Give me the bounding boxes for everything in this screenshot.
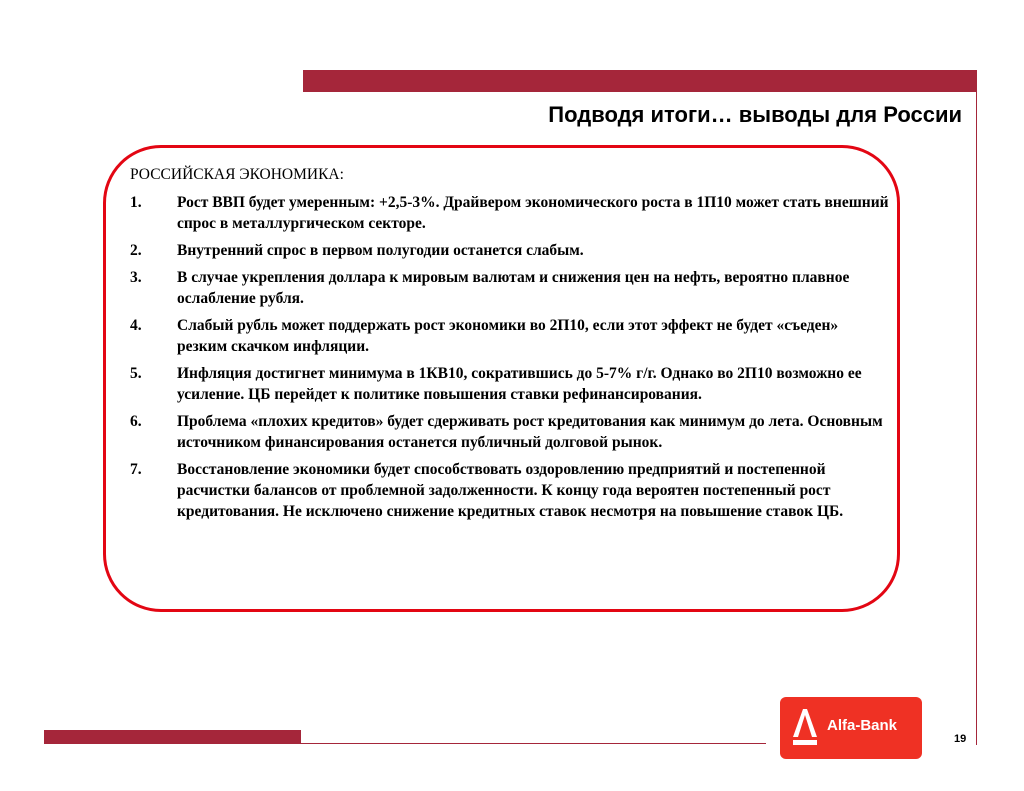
item-text: Проблема «плохих кредитов» будет сдерживать рост кредитования как минимум до лета. Основным источником финансирования останется публичный долговой рынок. [177, 413, 883, 451]
logo-text: Alfa-Bank [827, 717, 898, 734]
item-number: 4. [130, 317, 142, 334]
content-area [130, 164, 890, 528]
conclusions-list [130, 192, 890, 522]
section-heading: РОССИЙСКАЯ ЭКОНОМИКА: [130, 166, 344, 183]
list-item [130, 411, 890, 453]
item-text: Слабый рубль может поддержать рост экономики во 2П10, если этот эффект не будет «съеден» резким скачком инфляции. [177, 317, 839, 355]
list-item [130, 315, 890, 357]
top-accent-bar [303, 70, 977, 92]
alfa-bank-logo-icon [793, 709, 817, 745]
item-number: 1. [130, 194, 142, 211]
item-number: 2. [130, 242, 142, 259]
list-item [130, 459, 890, 522]
slide-title: Подводя итоги… выводы для России [548, 102, 962, 127]
list-item [130, 192, 890, 234]
list-item [130, 267, 890, 309]
item-text: Внутренний спрос в первом полугодии останется слабым. [177, 242, 584, 259]
bottom-accent-bar [44, 730, 301, 744]
alfa-bank-logo [780, 697, 922, 759]
item-number: 5. [130, 365, 142, 382]
list-item [130, 240, 890, 261]
item-number: 7. [130, 461, 142, 478]
item-number: 3. [130, 269, 142, 286]
item-text: Инфляция достигнет минимума в 1КВ10, сократившись до 5-7% г/г. Однако во 2П10 возможно ее усиление. ЦБ перейдет к политике повышения ставки рефинансирования. [177, 365, 862, 403]
list-item [130, 363, 890, 405]
item-text: В случае укрепления доллара к мировым валютам и снижения цен на нефть, вероятно плавное ослабление рубля. [177, 269, 850, 307]
item-number: 6. [130, 413, 142, 430]
page-number: 19 [954, 733, 967, 745]
bottom-divider-line [301, 743, 766, 744]
item-text: Восстановление экономики будет способствовать оздоровлению предприятий и постепенной расчистки балансов от проблемной задолженности. К концу года вероятен постепенный рост кредитования. Не исключено снижение кредитных ставок несмотря на повышение ставок ЦБ. [177, 461, 844, 520]
item-text: Рост ВВП будет умеренным: +2,5-3%. Драйвером экономического роста в 1П10 может стать внешний спрос в металлургическом секторе. [177, 194, 889, 232]
right-divider-line [976, 70, 977, 745]
